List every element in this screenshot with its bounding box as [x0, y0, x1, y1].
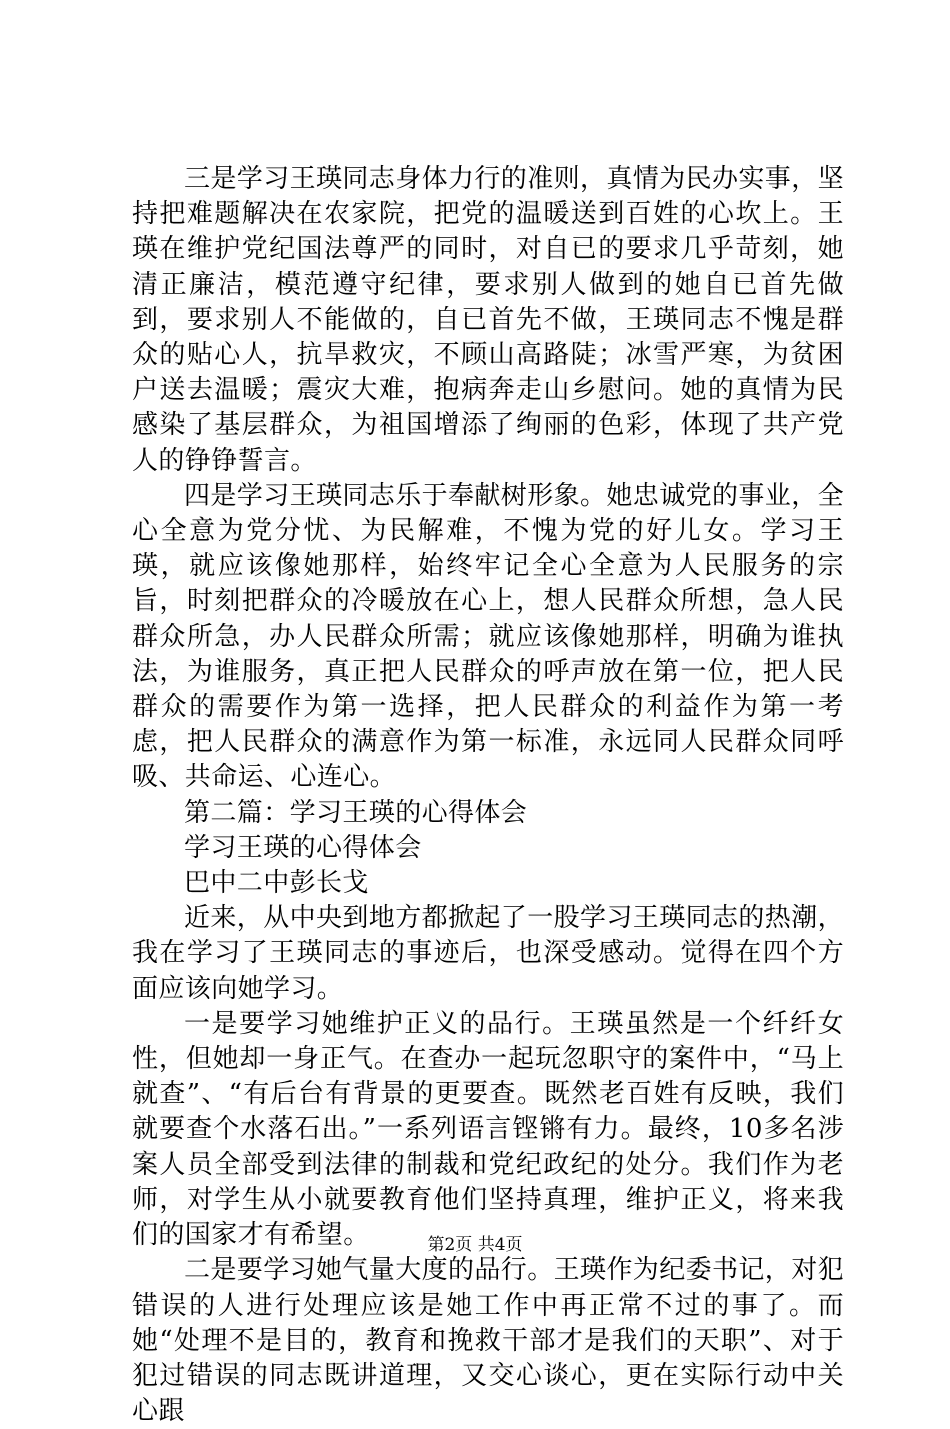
paragraph-point-three: 三是学习王瑛同志身体力行的准则，真情为民办实事，坚持把难题解决在农家院，把党的温暖送到百姓的心坎上。王瑛在维护党纪国法尊严的同时，对自已的要求几乎苛刻，她清正廉洁，模范遵守纪律，要求别人做到的她自已首先做到，要求别人不能做的，自已首先不做，王瑛同志不愧是群众的贴心人，抗旱救灾，不顾山高路陡；冰雪严寒，为贫困户送去温暖；震灾大难，抱病奔走山乡慰问。她的真情为民感染了基层群众，为祖国增添了绚丽的色彩，体现了共产党人的铮铮誓言。 — [132, 164, 845, 476]
paragraph-point-four: 四是学习王瑛同志乐于奉献树形象。她忠诚党的事业，全心全意为党分忧、为民解难，不愧为党的好儿女。学习王瑛，就应该像她那样，始终牢记全心全意为人民服务的宗旨，时刻把群众的冷暖放在心上，想人民群众所想，急人民群众所急，办人民群众所需；就应该像她那样，明确为谁执法，为谁服务，真正把人民群众的呼声放在第一位，把人民群众的需要作为第一选择，把人民群众的利益作为第一考虑，把人民群众的满意作为第一标准，永远同人民群众同呼吸、共命运、心连心。 — [132, 480, 845, 793]
section-heading: 第二篇：学习王瑛的心得体会 — [184, 797, 528, 828]
paragraph-intro: 近来，从中央到地方都掀起了一股学习王瑛同志的热潮，我在学习了王瑛同志的事迹后，也深受感动。觉得在四个方面应该向她学习。 — [132, 903, 845, 1004]
paragraph-point-two: 二是要学习她气量大度的品行。王瑛作为纪委书记，对犯错误的人进行处理应该是她工作中再正常不过的事了。而她“处理不是目的，教育和挽救干部才是我们的天职”、对于犯过错误的同志既讲道理，又交心谈心，更在实际行动中关心跟 — [132, 1255, 845, 1427]
page-number-footer: 第2页 共4页 — [427, 1235, 523, 1255]
article-title: 学习王瑛的心得体会 — [184, 832, 422, 863]
paragraph-point-one: 一是要学习她维护正义的品行。王瑛虽然是一个纤纤女性，但她却一身正气。在查办一起玩忽职守的案件中，“马上就查”、“有后台有背景的更要查。既然老百姓有反映，我们就要查个水落石出。”一系列语言铿锵有力。最终，10多名涉案人员全部受到法律的制裁和党纪政纪的处分。我们作为老师，对学生从小就要教育他们坚持真理，维护正义，将来我们的国家才有希望。 — [132, 1008, 844, 1251]
author-line: 巴中二中彭长戈 — [184, 868, 369, 899]
